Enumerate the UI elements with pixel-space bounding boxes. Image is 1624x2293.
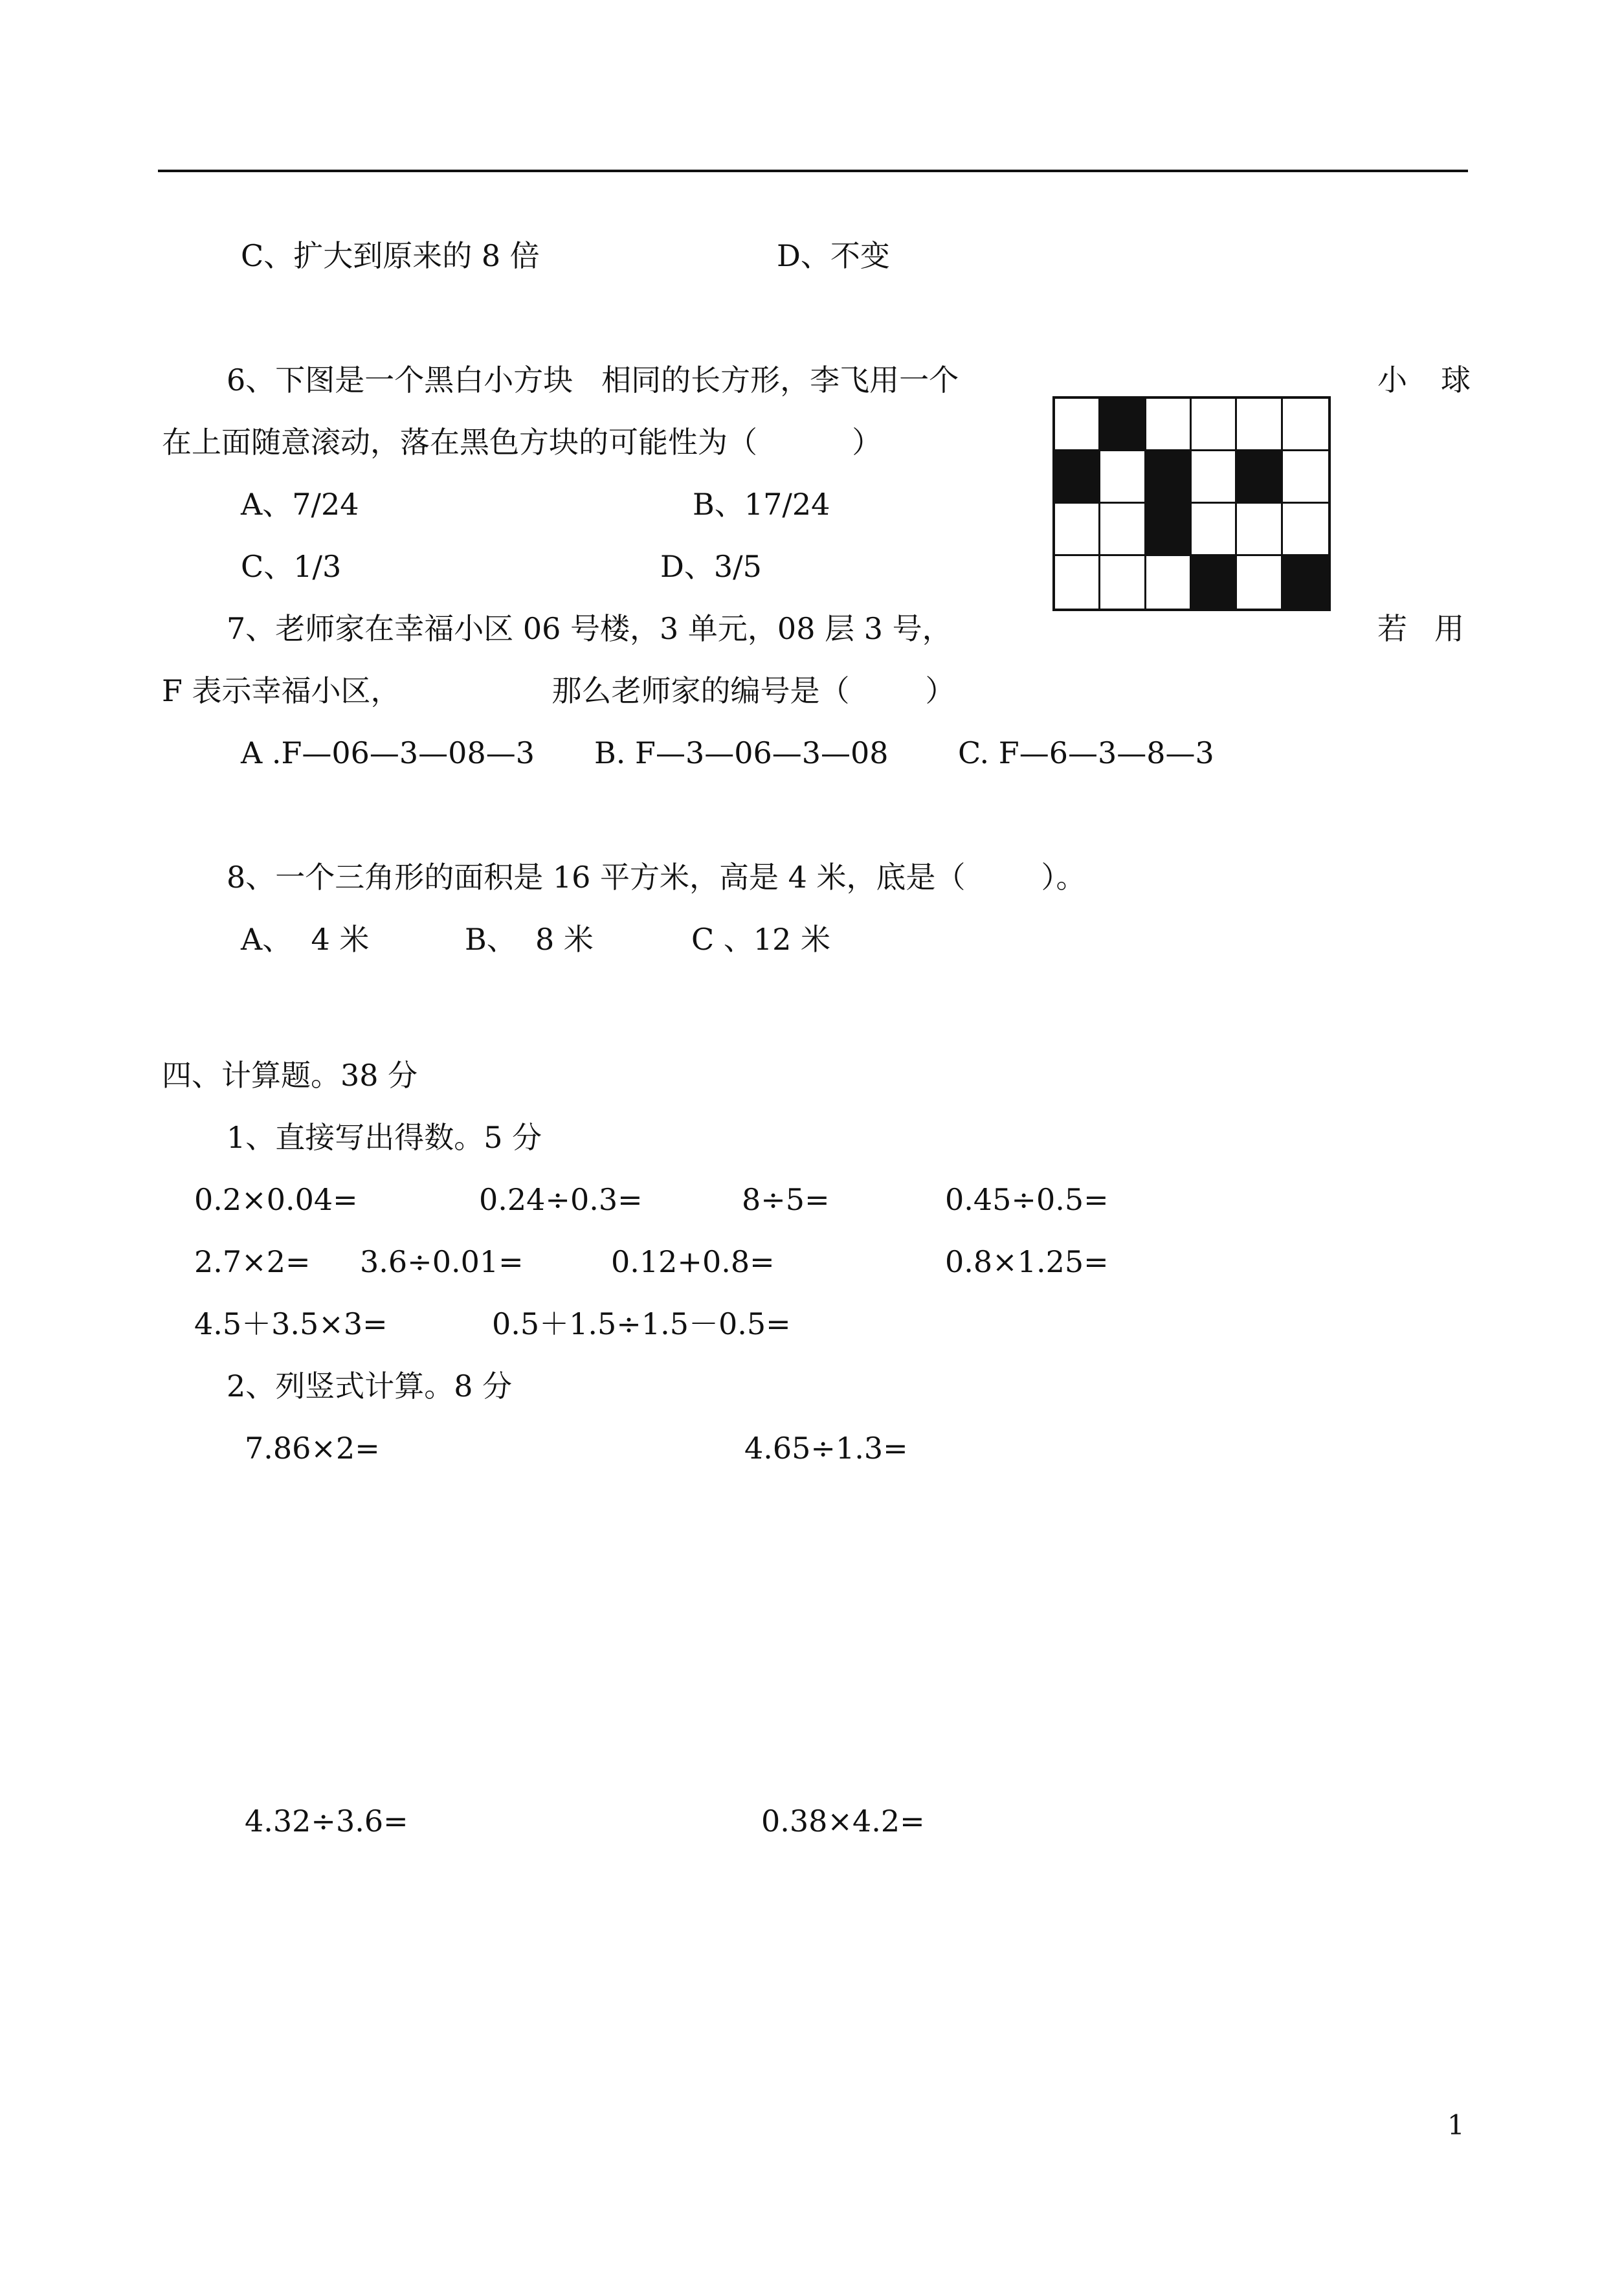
grid-cell-white (1237, 504, 1282, 556)
q8-option-b: B、 8 米 (465, 922, 594, 957)
grid-cell-white (1237, 556, 1282, 609)
calc-2-3: 0.12+0.8= (611, 1244, 775, 1279)
q7-option-a: A .F—06—3—08—3 (241, 735, 535, 770)
q6-line1-tail-a: 小 (1377, 363, 1407, 397)
grid-cell-black (1146, 451, 1192, 504)
grid-cell-white (1237, 399, 1282, 451)
grid-cell-white (1192, 504, 1237, 556)
grid-cell-white (1146, 399, 1192, 451)
grid-cell-black (1146, 504, 1192, 556)
q8-line1: 8、一个三角形的面积是 16 平方米，高是 4 米，底是（ ）。 (227, 860, 1086, 895)
section4-sub1: 1、直接写出得数。5 分 (227, 1120, 542, 1155)
calc-2-1: 2.7×2= (194, 1244, 311, 1279)
grid-cell-black (1100, 399, 1146, 451)
q6-line2: 在上面随意滚动，落在黑色方块的可能性为（ ） (162, 425, 882, 460)
grid-cell-white (1055, 399, 1100, 451)
grid-cell-white (1283, 399, 1328, 451)
grid-cell-white (1192, 399, 1237, 451)
section4-sub2: 2、列竖式计算。8 分 (227, 1369, 513, 1404)
q8-option-a: A、 4 米 (241, 922, 370, 957)
grid-cell-white (1100, 451, 1146, 504)
header-rule (158, 170, 1468, 172)
calc-1-4: 0.45÷0.5= (945, 1182, 1109, 1217)
calc-2-2: 3.6÷0.01= (360, 1244, 524, 1279)
grid-cell-white (1055, 504, 1100, 556)
vertical-calc-3: 4.32÷3.6= (245, 1804, 408, 1839)
calc-1-1: 0.2×0.04= (194, 1182, 358, 1217)
grid-cell-black (1055, 451, 1100, 504)
q6-option-c: C、1/3 (241, 549, 342, 584)
q6-option-a: A、7/24 (241, 487, 359, 522)
q7-line2: F 表示幸福小区， 那么老师家的编号是（ ） (162, 673, 955, 708)
q8-option-c: C 、12 米 (691, 922, 830, 957)
q7-line1-tail-b: 用 (1434, 611, 1464, 646)
grid-cell-black (1237, 451, 1282, 504)
black-white-grid-figure (1052, 396, 1331, 611)
grid-cell-white (1283, 504, 1328, 556)
q6-option-b: B、17/24 (693, 487, 830, 522)
grid-cell-white (1100, 556, 1146, 609)
calc-1-2: 0.24÷0.3= (479, 1182, 643, 1217)
calc-3-2: 0.5＋1.5÷1.5－0.5= (492, 1306, 791, 1341)
grid-cell-white (1146, 556, 1192, 609)
grid-cell-white (1192, 451, 1237, 504)
q6-line1-tail-b: 球 (1441, 363, 1471, 397)
vertical-calc-4: 0.38×4.2= (761, 1804, 925, 1839)
q7-line1: 7、老师家在幸福小区 06 号楼，3 单元，08 层 3 号， (227, 611, 952, 646)
q7-option-c: C. F—6—3—8—3 (958, 735, 1214, 770)
q7-line1-tail-a: 若 (1377, 611, 1407, 646)
grid-cell-white (1283, 451, 1328, 504)
q6-option-d: D、3/5 (660, 549, 762, 584)
q6-line1: 6、下图是一个黑白小方块 相同的长方形，李飞用一个 (227, 363, 959, 397)
calc-3-1: 4.5＋3.5×3= (194, 1306, 388, 1341)
grid-cell-black (1283, 556, 1328, 609)
q5-option-d: D、不变 (777, 238, 890, 273)
calc-1-3: 8÷5= (742, 1182, 830, 1217)
calc-2-4: 0.8×1.25= (945, 1244, 1109, 1279)
vertical-calc-2: 4.65÷1.3= (744, 1431, 908, 1466)
grid-cell-black (1192, 556, 1237, 609)
grid-cell-white (1100, 504, 1146, 556)
vertical-calc-1: 7.86×2= (245, 1431, 380, 1466)
page-number: 1 (1447, 2109, 1465, 2141)
section4-title: 四、计算题。38 分 (162, 1058, 418, 1093)
grid-cell-white (1055, 556, 1100, 609)
q5-option-c: C、扩大到原来的 8 倍 (241, 238, 540, 273)
q7-option-b: B. F—3—06—3—08 (594, 735, 889, 770)
